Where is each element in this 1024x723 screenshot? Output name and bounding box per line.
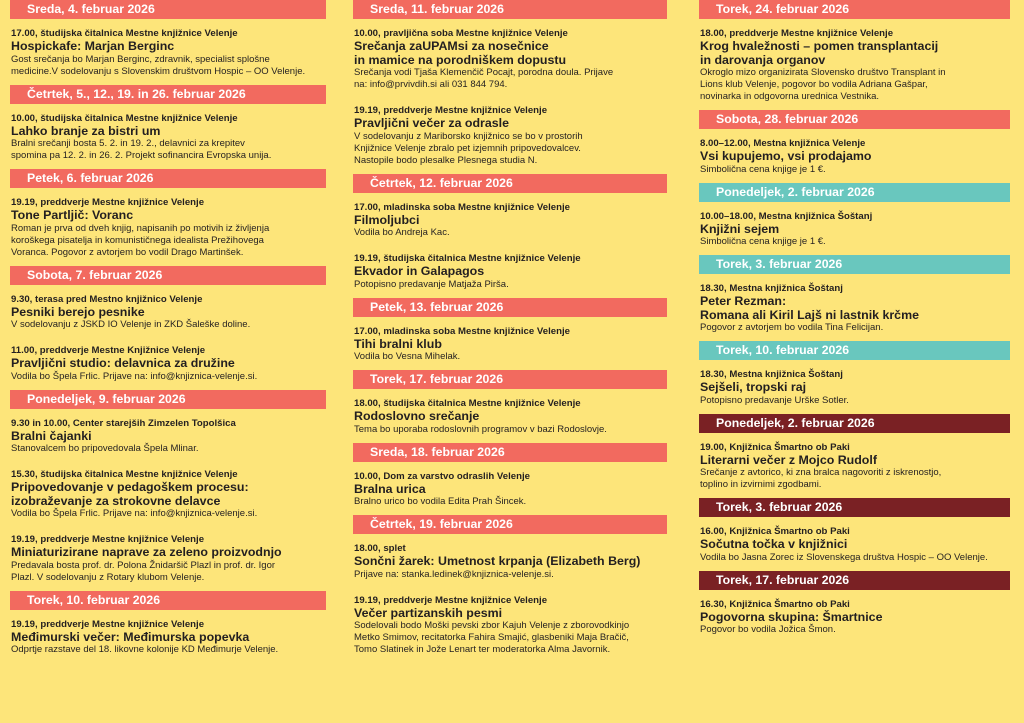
event-description: Bralno urico bo vodila Edita Prah Šincek. — [354, 496, 527, 507]
event-item — [10, 19, 326, 85]
event-time-location: 18.00, študijska čitalnica Mestne knjižnice Velenje — [354, 398, 581, 409]
event-time-location: 18.30, Mestna knjižnica Šoštanj — [700, 369, 843, 380]
event-title: Filmoljubci — [354, 212, 420, 227]
day-header: Četrtek, 5., 12., 19. in 26. februar 2026 — [10, 85, 326, 104]
day-header: Ponedeljek, 9. februar 2026 — [10, 390, 326, 409]
event-time-location: 10.00, Dom za varstvo odraslih Velenje — [354, 470, 530, 482]
event-title: Tone Partljič: Voranc — [11, 208, 134, 222]
event-description: Potopisno predavanje Matjaža Pirša. — [354, 278, 509, 290]
event-description: Srečanje z avtorico, ki zna bralca nagovoriti z iskrenostjo, toplino in izvirnimi zgodbami. — [700, 467, 942, 490]
event-title: Ekvador in Galapagos — [354, 264, 485, 278]
event-title: Bralna urica — [354, 481, 426, 496]
day-block — [353, 370, 667, 443]
event-item — [10, 610, 326, 664]
day-header: Torek, 3. februar 2026 — [699, 255, 1010, 274]
day-header: Sreda, 11. februar 2026 — [353, 0, 667, 19]
event-title: Bralni čajanki — [11, 428, 92, 443]
event-item — [10, 527, 326, 591]
event-item — [699, 202, 1010, 256]
day-block — [699, 255, 1010, 341]
event-title: Sončni žarek: Umetnost krpanja (Elizabeth Berg) — [354, 554, 641, 568]
event-time-location: 8.00–12.00, Mestna knjižnica Velenje — [700, 138, 866, 149]
event-time-location: 10.00–18.00, Mestna knjižnica Šoštanj — [700, 210, 873, 222]
event-description: Bralni srečanji bosta 5. 2. in 19. 2., delavnici za krepitev spomina pa 12. 2. in 26. 2. Projekt sofinancira Evropska unija. — [11, 138, 272, 161]
event-item — [353, 193, 667, 247]
event-title: Rodoslovno srečanje — [354, 409, 480, 423]
day-block — [353, 443, 667, 516]
event-description: Gost srečanja bo Marjan Berginc, zdravnik, specialist splošne medicine.V sodelovanju s Slovenskim društvom Hospic – OO Velenje. — [11, 53, 306, 77]
event-description: Simbolična cena knjige je 1 €. — [700, 163, 826, 175]
event-item — [353, 534, 667, 588]
event-time-location: 16.30, Knjižnica Šmartno ob Paki — [700, 598, 850, 610]
event-description: Vodila bo Špela Frlic. Prijave na: info@knjiznica-velenje.si. — [11, 508, 258, 519]
day-block — [353, 0, 667, 174]
event-time-location: 19.19, študijska čitalnica Mestne knjižnice Velenje — [354, 253, 581, 264]
day-block — [353, 298, 667, 371]
event-time-location: 19.19, preddverje Mestne knjižnice Velenje — [11, 618, 205, 630]
event-item — [353, 389, 667, 443]
event-item — [10, 104, 326, 170]
event-time-location: 16.00, Knjižnica Šmartno ob Paki — [700, 526, 850, 537]
event-title: Vsi kupujemo, vsi prodajamo — [700, 149, 872, 163]
event-item — [10, 338, 326, 390]
day-header: Torek, 10. februar 2026 — [699, 341, 1010, 360]
day-header: Sreda, 18. februar 2026 — [353, 443, 667, 462]
event-item — [10, 462, 326, 527]
event-time-location: 9.30, terasa pred Mestno knjižnico Velenje — [11, 293, 203, 305]
day-block — [699, 110, 1010, 183]
event-description: Sodelovali bodo Moški pevski zbor Kajuh Velenje z zborovodkinjo Metko Smimov, recitatorka Fahira Smajić, glasbeniki Maja Bračič, Tomo Slatinek in Jože Lenart ter moderatorka Alma Javornik. — [354, 620, 630, 655]
event-title: Tihi bralni klub — [354, 336, 442, 351]
event-item — [353, 98, 667, 174]
event-title: Peter Rezman: Romana ali Kiril Lajš ni lastnik krčme — [700, 294, 919, 322]
day-header: Petek, 13. februar 2026 — [353, 298, 667, 317]
event-item — [353, 246, 667, 298]
column-left — [10, 0, 326, 723]
event-item — [699, 433, 1010, 499]
event-description: Stanovalcem bo pripovedovala Špela Mlinar. — [11, 443, 199, 454]
day-block — [10, 266, 326, 390]
day-header: Torek, 17. februar 2026 — [699, 571, 1010, 590]
event-title: Pesniki berejo pesnike — [11, 304, 145, 319]
event-item — [699, 517, 1010, 571]
event-title: Literarni večer z Mojco Rudolf — [700, 452, 877, 467]
event-description: V sodelovanju z Mariborsko knjižnico se bo v prostorih Knjižnice Velenje zbralo pet izjemnih pripovedovalcev. Nastopile bodo plesalke Plesnega studia N. — [354, 130, 583, 166]
event-description: Simbolična cena knjige je 1 €. — [700, 236, 826, 247]
event-title: Krog hvaležnosti – pomen transplantacij in darovanja organov — [700, 39, 939, 67]
event-item — [699, 129, 1010, 183]
day-block — [10, 169, 326, 266]
event-item — [353, 317, 667, 371]
event-description: Roman je prva od dveh knjig, napisanih po motivih iz življenja koroškega pisatelja in komunističnega idealista Prežihovega Voranca. Pogovor z avtorjem bo vodil Drago Martinšek. — [11, 222, 270, 258]
day-header: Ponedeljek, 2. februar 2026 — [699, 183, 1010, 202]
event-description: Vodila bo Jasna Zorec iz Slovenskega društva Hospic – OO Velenje. — [700, 551, 988, 563]
day-block — [699, 341, 1010, 414]
event-time-location: 19.19, preddverje Mestne knjižnice Velenje — [11, 197, 205, 208]
day-header: Petek, 6. februar 2026 — [10, 169, 326, 188]
event-time-location: 18.00, splet — [354, 543, 406, 554]
event-time-location: 10.00, pravljična soba Mestne knjižnice Velenje — [354, 28, 568, 39]
event-item — [699, 274, 1010, 341]
event-time-location: 19.19, preddverje Mestne knjižnice Velenje — [354, 105, 548, 116]
day-block — [699, 0, 1010, 110]
event-title: Pogovorna skupina: Šmartnice — [700, 609, 883, 624]
event-item — [699, 590, 1010, 644]
event-description: V sodelovanju z JSKD IO Velenje in ZKD Šaleške doline. — [11, 319, 251, 330]
event-time-location: 18.00, preddverje Mestne knjižnice Velenje — [700, 28, 894, 39]
event-item — [10, 188, 326, 266]
column-right — [699, 0, 1010, 723]
day-block — [10, 85, 326, 170]
day-header: Sreda, 4. februar 2026 — [10, 0, 326, 19]
day-header: Četrtek, 19. februar 2026 — [353, 515, 667, 534]
event-time-location: 19.00, Knjižnica Šmartno ob Paki — [700, 441, 850, 453]
day-block — [699, 183, 1010, 256]
event-title: Knjižni sejem — [700, 221, 780, 236]
day-header: Ponedeljek, 2. februar 2026 — [699, 414, 1010, 433]
event-description: Vodila bo Špela Frlic. Prijave na: info@knjiznica-velenje.si. — [11, 370, 258, 382]
event-description: Vodila bo Vesna Mihelak. — [354, 351, 461, 362]
event-description: Vodila bo Andreja Kac. — [354, 227, 450, 238]
event-time-location: 10.00, študijska čitalnica Mestne knjižnice Velenje — [11, 112, 238, 124]
event-time-location: 9.30 in 10.00, Center starejših Zimzelen Topolšica — [11, 417, 236, 429]
day-header: Torek, 24. februar 2026 — [699, 0, 1010, 19]
event-title: Hospickafe: Marjan Berginc — [11, 39, 175, 53]
event-title: Sejšeli, tropski raj — [700, 380, 807, 394]
event-description: Pogovor z avtorjem bo vodila Tina Felicijan. — [700, 322, 884, 333]
event-description: Predavala bosta prof. dr. Polona Žnidaršič Plazl in prof. dr. Igor Plazl. V sodelovanju z Rotary klubom Velenje. — [11, 559, 276, 583]
day-block — [699, 414, 1010, 499]
event-description: Potopisno predavanje Urške Sotler. — [700, 394, 849, 406]
event-title: Pravljični večer za odrasle — [354, 116, 509, 130]
event-title: Sočutna točka v knjižnici — [700, 537, 848, 551]
day-block — [353, 515, 667, 663]
event-item — [10, 285, 326, 339]
event-description: Odprtje razstave del 18. likovne kolonije KD Međimurje Velenje. — [11, 644, 279, 655]
day-header: Sobota, 7. februar 2026 — [10, 266, 326, 285]
event-time-location: 17.00, mladinska soba Mestne knjižnice Velenje — [354, 201, 570, 213]
column-middle — [353, 0, 667, 723]
day-block — [699, 498, 1010, 571]
day-header: Torek, 3. februar 2026 — [699, 498, 1010, 517]
event-item — [353, 462, 667, 516]
day-header: Četrtek, 12. februar 2026 — [353, 174, 667, 193]
event-title: Lahko branje za bistri um — [11, 123, 161, 138]
day-header: Torek, 17. februar 2026 — [353, 370, 667, 389]
event-title: Pripovedovanje v pedagoškem procesu: izobraževanje za strokovne delavce — [11, 480, 249, 508]
day-block — [10, 390, 326, 591]
event-title: Srečanja zaUPAMsi za nosečnice in mamice na porodniškem dopustu — [354, 39, 567, 67]
event-time-location: 19.19, preddverje Mestne knjižnice Velenje — [354, 594, 548, 606]
event-time-location: 19.19, preddverje Mestne knjižnice Velenje — [11, 534, 205, 545]
event-item — [353, 19, 667, 98]
event-description: Srečanja vodi Tjaša Klemenčič Pocajt, porodna doula. Prijave na: info@prvivdih.si ali 031 844 794. — [354, 67, 614, 90]
day-block — [10, 591, 326, 664]
day-header: Torek, 10. februar 2026 — [10, 591, 326, 610]
event-item — [353, 588, 667, 664]
event-time-location: 15.30, študijska čitalnica Mestne knjižnice Velenje — [11, 469, 238, 480]
event-title: Večer partizanskih pesmi — [354, 605, 503, 620]
day-block — [10, 0, 326, 85]
event-time-location: 18.30, Mestna knjižnica Šoštanj — [700, 283, 843, 294]
event-title: Pravljični studio: delavnica za družine — [11, 356, 235, 370]
event-description: Okroglo mizo organizirata Slovensko društvo Transplant in Lions klub Velenje, pogovor bo vodila Adriana Gašpar, novinarka in odgovorna urednica Vestnika. — [700, 67, 946, 102]
event-time-location: 17.00, študijska čitalnica Mestne knjižnice Velenje — [11, 28, 238, 39]
event-time-location: 11.00, preddverje Mestne Knjižnice Velenje — [11, 345, 206, 356]
day-block — [353, 174, 667, 298]
event-item — [699, 19, 1010, 110]
event-title: Miniaturizirane naprave za zeleno proizvodnjo — [11, 545, 282, 559]
day-header: Sobota, 28. februar 2026 — [699, 110, 1010, 129]
event-description: Tema bo uporaba rodoslovnih programov v bazi Rodoslovje. — [354, 423, 607, 435]
event-description: Prijave na: stanka.ledinek@knjiznica-velenje.si. — [354, 568, 554, 580]
event-time-location: 17.00, mladinska soba Mestne knjižnice Velenje — [354, 325, 570, 337]
event-item — [10, 409, 326, 463]
event-description: Pogovor bo vodila Jožica Šmon. — [700, 624, 836, 635]
event-title: Međimurski večer: Međimurska popevka — [11, 629, 250, 644]
event-item — [699, 360, 1010, 414]
day-block — [699, 571, 1010, 644]
